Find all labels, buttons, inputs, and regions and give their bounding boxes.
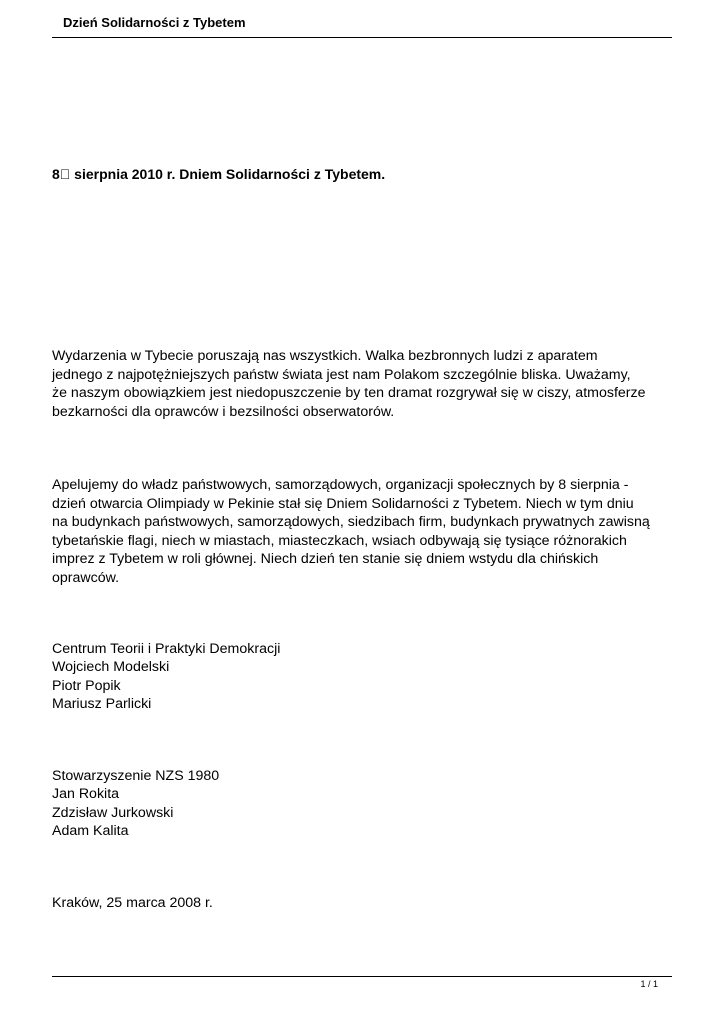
- paragraph-line: tybetańskie flagi, niech w miastach, miasteczkach, wsiach odbywają się tysiące różnorakich: [52, 532, 627, 549]
- paragraph-line: Wydarzenia w Tybecie poruszają nas wszystkich. Walka bezbronnych ludzi z aparatem: [52, 348, 598, 364]
- paragraph-line: jednego z najpotężniejszych państw świata jest nam Polakom szczególnie bliska. Uważamy,: [52, 366, 631, 383]
- paragraph-line: bezkarności dla oprawców i bezsilności obserwatorów.: [52, 403, 395, 420]
- paragraph-line: imprez z Tybetem w roli głównej. Niech dzień ten stanie się dniem wstydu dla chińskich: [52, 551, 599, 567]
- signatory-name: Piotr Popik: [52, 677, 121, 694]
- paragraph-line: że naszym obowiązkiem jest niedopuszczenie by ten dramat rozgrywał się w ciszy, atmosferze: [52, 385, 646, 401]
- signatories-group-2: [52, 767, 219, 840]
- signatory-name: Wojciech Modelski: [52, 659, 170, 676]
- paragraph-line: na budynkach państwowych, samorządowych, siedzibach firm, budynkach prywatnych zawisną: [52, 514, 650, 530]
- signatory-name: Adam Kalita: [52, 822, 129, 839]
- page-footer: [52, 976, 672, 989]
- header-title: Dzień Solidarności z Tybetem: [63, 15, 246, 30]
- signatory-organization: Centrum Teorii i Praktyki Demokracji: [52, 641, 281, 657]
- paragraph-line: oprawców.: [52, 569, 120, 586]
- paragraph-line: Apelujemy do władz państwowych, samorządowych, organizacji społecznych by 8 sierpnia -: [52, 477, 629, 493]
- signatory-name: Mariusz Parlicki: [52, 695, 152, 712]
- signatories-group-1: [52, 640, 280, 713]
- signatory-name: Jan Rokita: [52, 786, 120, 803]
- place-and-date: Kraków, 25 marca 2008 r.: [52, 895, 213, 911]
- page-number: 1 / 1: [640, 979, 658, 989]
- page-header: [52, 13, 672, 38]
- document-title: 8  sierpnia 2010 r. Dniem Solidarności z Tybetem.: [52, 166, 386, 182]
- paragraph-line: dzień otwarcia Olimpiady w Pekinie stał się Dniem Solidarności z Tybetem. Niech w tym dniu: [52, 495, 634, 512]
- signatory-name: Zdzisław Jurkowski: [52, 804, 174, 821]
- paragraph-1: [52, 347, 682, 421]
- paragraph-2: [52, 476, 682, 587]
- signatory-organization: Stowarzyszenie NZS 1980: [52, 768, 220, 784]
